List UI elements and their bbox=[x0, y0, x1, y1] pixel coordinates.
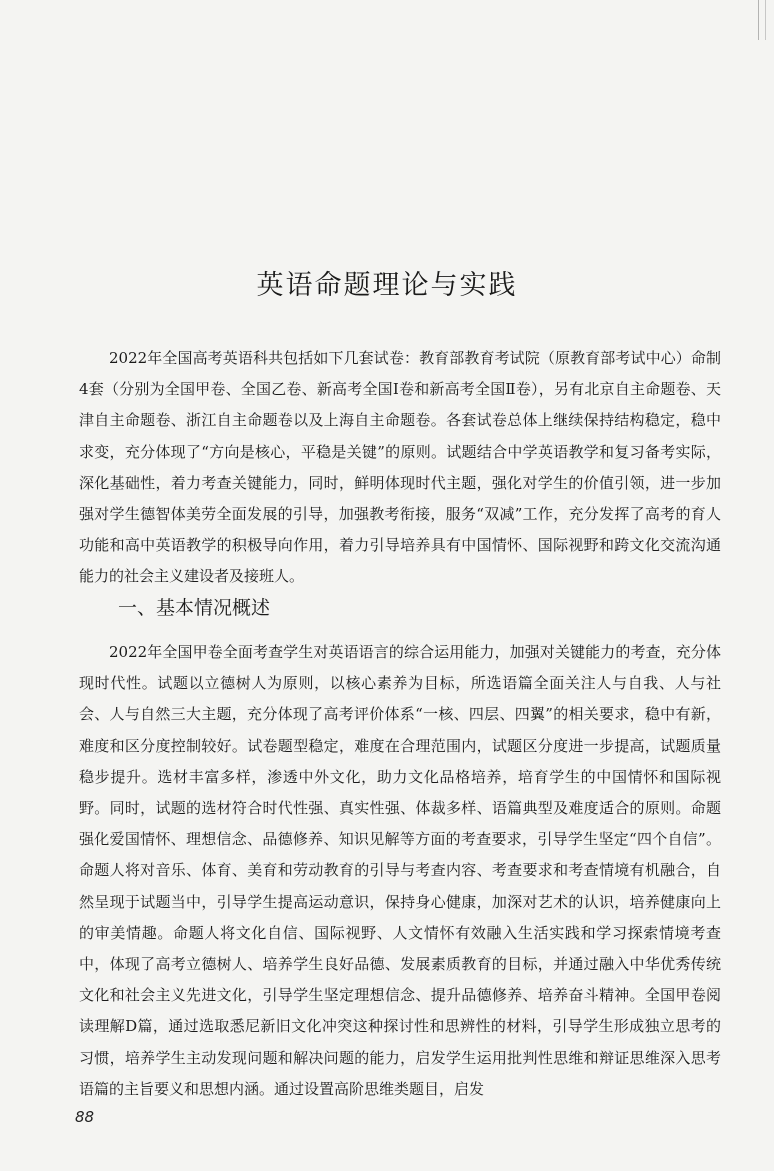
page-edge-mark bbox=[758, 0, 766, 40]
page-number: 88 bbox=[75, 1108, 95, 1126]
section-heading: 一、基本情况概述 bbox=[118, 597, 271, 619]
chapter-title: 英语命题理论与实践 bbox=[256, 270, 518, 301]
section-paragraph: 2022年全国甲卷全面考查学生对英语语言的综合运用能力，加强对关键能力的考查，充分体现时代性。试题以立德树人为原则，以核心素养为目标，所选语篇全面关注人与自我、人与社会、人与自然三大主题，充分体现了高考评价体系“一核、四层、四翼”的相关要求，稳中有新，难度和区分度控制较好。试卷题型稳定，难度在合理范围内，试题区分度进一步提高，试题质量稳步提升。选材丰富多样，渗透中外文化，助力文化品格培养，培育学生的中国情怀和国际视野。同时，试题的选材符合时代性强、真实性强、体裁多样、语篇典型及难度适合的原则。命题强化爱国情怀、理想信念、品德修养、知识见解等方面的考查要求，引导学生坚定“四个自信”。命题人将对音乐、体育、美育和劳动教育的引导与考查内容、考查要求和考查情境有机融合，自然呈现于试题当中，引导学生提高运动意识，保持身心健康，加深对艺术的认识，培养健康向上的审美情趣。命题人将文化自信、国际视野、人文情怀有效融入生活实践和学习探索情境考查中，体现了高考立德树人、培养学生良好品德、发展素质教育的目标，并通过融入中华优秀传统文化和社会主义先进文化，引导学生坚定理想信念、提升品德修养、培养奋斗精神。全国甲卷阅读理解D篇，通过选取悉尼新旧文化冲突这种探讨性和思辨性的材料，引导学生形成独立思考的习惯，培养学生主动发现问题和解决问题的能力，启发学生运用批判性思维和辩证思维深入思考语篇的主旨要义和思想内涵。通过设置高阶思维类题目，启发 bbox=[79, 643, 721, 1098]
intro-paragraph: 2022年全国高考英语科共包括如下几套试卷：教育部教育考试院（原教育部考试中心）命制4套（分别为全国甲卷、全国乙卷、新高考全国Ⅰ卷和新高考全国Ⅱ卷），另有北京自主命题卷、天津自主命题卷、浙江自主命题卷以及上海自主命题卷。各套试卷总体上继续保持结构稳定，稳中求变，充分体现了“方向是核心，平稳是关键”的原则。试题结合中学英语教学和复习备考实际，深化基础性，着力考查关键能力，同时，鲜明体现时代主题，强化对学生的价值引领，进一步加强对学生德智体美劳全面发展的引导，加强教考衔接，服务“双减”工作，充分发挥了高考的育人功能和高中英语教学的积极导向作用，着力引导培养具有中国情怀、国际视野和跨文化交流沟通能力的社会主义建设者及接班人。 bbox=[79, 349, 721, 586]
